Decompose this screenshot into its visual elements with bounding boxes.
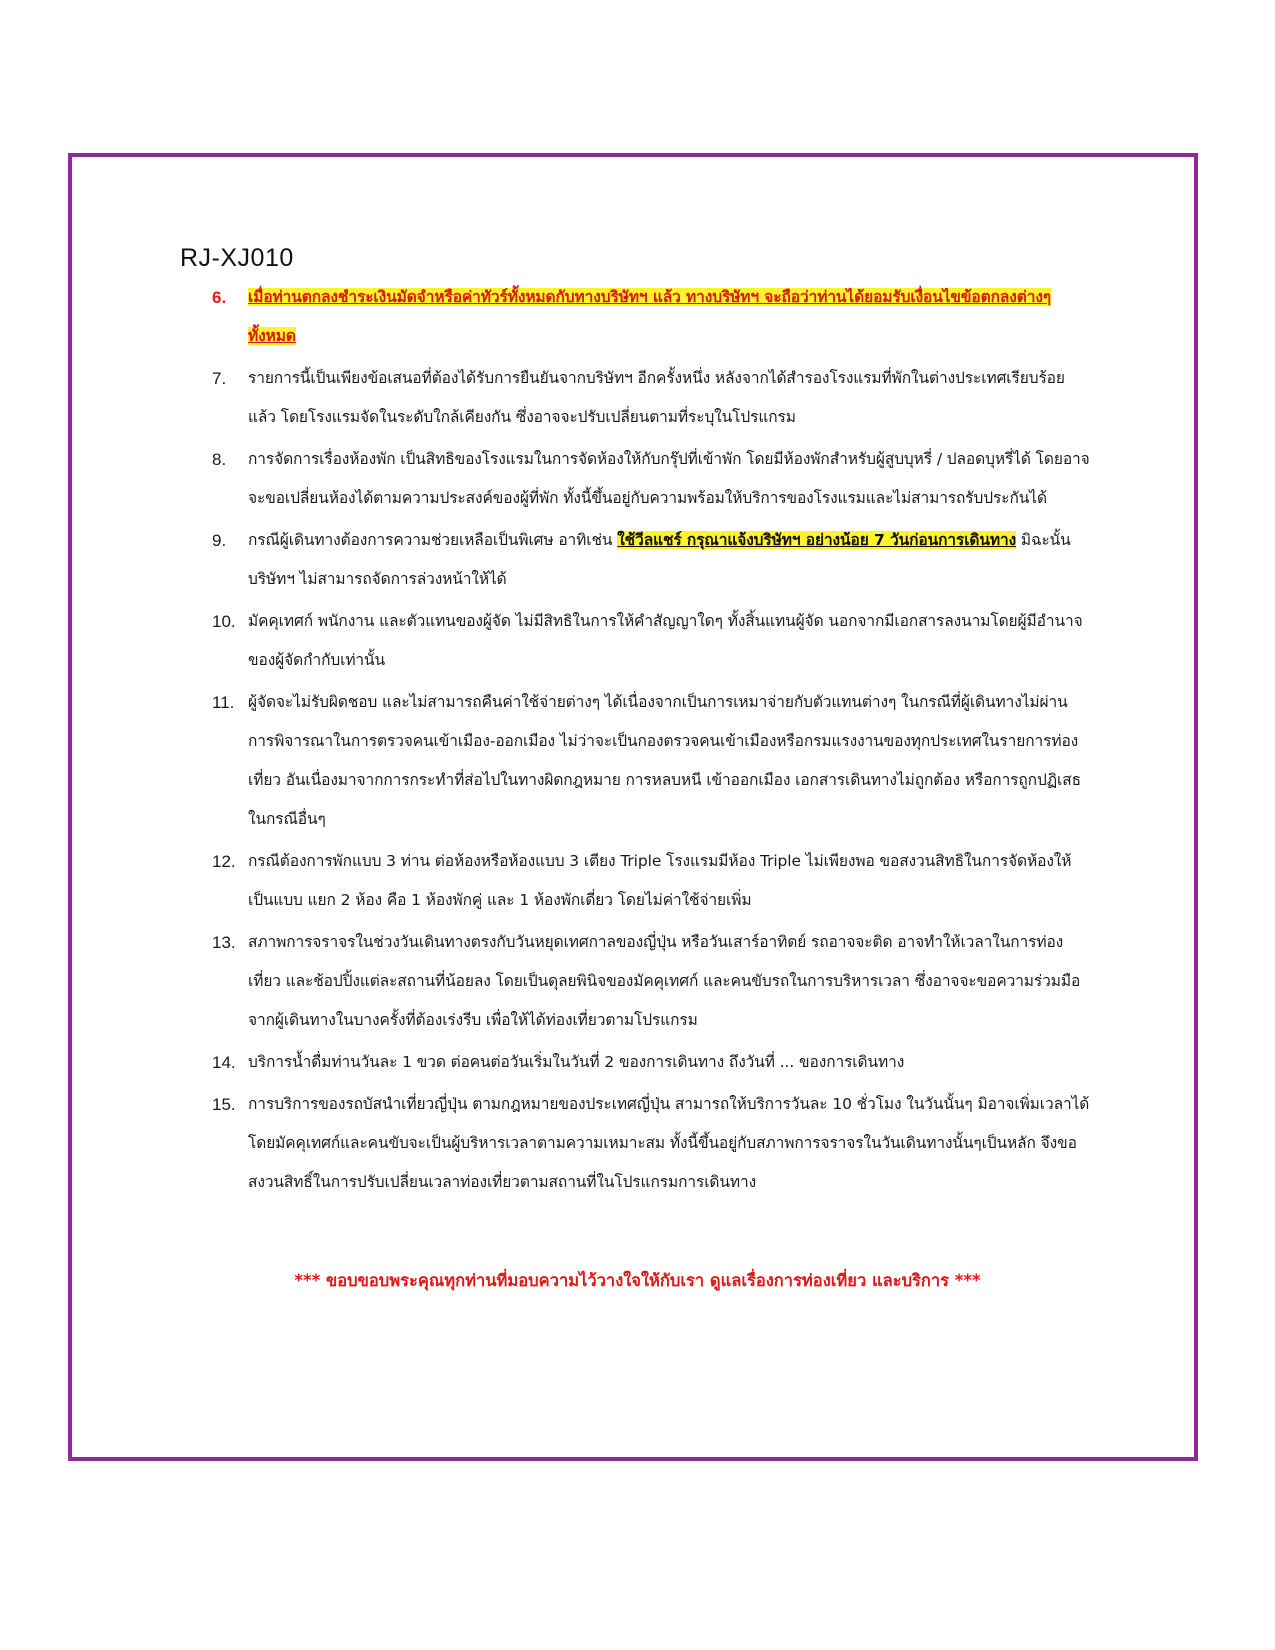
- term-number: 6.: [212, 288, 227, 307]
- term-text: การจัดการเรื่องห้องพัก เป็นสิทธิของโรงแรมในการจัดห้องให้กับกรุ๊ปที่เข้าพัก โดยมีห้องพักสำหรับผู้สูบบุหรี่ / ปลอดบุหรี่ได้ โดยอาจจะขอเปลี่ยนห้องได้ตามความประสงค์ของผู้ที่พัก ทั้งนี้ขึ้นอยู่กับความพร้อมให้บริการของโรงแรมและไม่สามารถรับประกันได้: [248, 450, 1090, 507]
- term-text: รายการนี้เป็นเพียงข้อเสนอที่ต้องได้รับการยืนยันจากบริษัทฯ อีกครั้งหนึ่ง หลังจากได้สำรองโรงแรมที่พักในต่างประเทศเรียบร้อยแล้ว โดยโรงแรมจัดในระดับใกล้เคียงกัน ซึ่งอาจจะปรับเปลี่ยนตามที่ระบุในโปรแกรม: [248, 369, 1065, 426]
- term-text: ผู้จัดจะไม่รับผิดชอบ และไม่สามารถคืนค่าใช้จ่ายต่างๆ ได้เนื่องจากเป็นการเหมาจ่ายกับตัวแทนต่างๆ ในกรณีที่ผู้เดินทางไม่ผ่านการพิจารณาในการตรวจคนเข้าเมือง-ออกเมือง ไม่ว่าจะเป็นกองตรวจคนเข้าเมืองหรือกรมแรงงานของทุกประเทศในรายการท่องเที่ยว อันเนื่องมาจากการกระทำที่ส่อไปในทางผิดกฎหมาย การหลบหนี เข้าออกเมือง เอกสารเดินทางไม่ถูกต้อง หรือการถูกปฏิเสธในกรณีอื่นๆ: [248, 693, 1081, 828]
- term-11: [212, 683, 1092, 839]
- term-15: [212, 1085, 1092, 1202]
- term-number: 9.: [212, 531, 227, 550]
- term-number: 10.: [212, 612, 236, 631]
- term-text: [248, 521, 1092, 599]
- term-13: [212, 923, 1092, 1040]
- closing-message: *** ขอบขอบพระคุณทุกท่านที่มอบความไว้วางใจให้กับเรา ดูแลเรื่องการท่องเที่ยว และบริการ ***: [294, 1271, 981, 1290]
- term-10: [212, 602, 1092, 680]
- term-8: [212, 440, 1092, 518]
- term-highlight: เมื่อท่านตกลงชำระเงินมัดจำหรือค่าทัวร์ทั้งหมดกับทางบริษัทฯ แล้ว ทางบริษัทฯ จะถือว่าท่านได้ยอมรับเงื่อนไขข้อตกลงต่างๆ ทั้งหมด: [248, 288, 1052, 345]
- term-6: [212, 278, 1092, 356]
- term-text: มัคคุเทศก์ พนักงาน และตัวแทนของผู้จัด ไม่มีสิทธิในการให้คำสัญญาใดๆ ทั้งสิ้นแทนผู้จัด นอกจากมีเอกสารลงนามโดยผู้มีอำนาจของผู้จัดกำกับเท่านั้น: [248, 612, 1083, 669]
- term-number: 11.: [212, 693, 235, 712]
- term-number: 14.: [212, 1053, 236, 1072]
- term-text: การบริการของรถบัสนำเที่ยวญี่ปุ่น ตามกฎหมายของประเทศญี่ปุ่น สามารถให้บริการวันละ 10 ชั่วโมง ในวันนั้นๆ มิอาจเพิ่มเวลาได้ โดยมัคคุเทศก์และคนขับจะเป็นผู้บริหารเวลาตามความเหมาะสม ทั้งนี้ขึ้นอยู่กับสภาพการจราจรในวันเดินทางนั้นๆเป็นหลัก จึงขอสงวนสิทธิ์ในการปรับเปลี่ยนเวลาท่องเที่ยวตามสถานที่ในโปรแกรมการเดินทาง: [248, 1095, 1090, 1191]
- term-7: [212, 359, 1092, 437]
- term-highlight: ใช้วีลแชร์ กรุณาแจ้งบริษัทฯ อย่างน้อย 7 วันก่อนการเดินทาง: [617, 531, 1017, 549]
- term-number: 7.: [212, 369, 227, 388]
- term-9: [212, 521, 1092, 599]
- term-number: 12.: [212, 852, 236, 871]
- term-12: [212, 842, 1092, 920]
- term-text: [248, 278, 1092, 356]
- term-text-before: กรณีผู้เดินทางต้องการความช่วยเหลือเป็นพิเศษ อาทิเช่น: [248, 531, 618, 549]
- term-number: 13.: [212, 933, 236, 952]
- term-14: [212, 1043, 1092, 1082]
- term-text: บริการน้ำดื่มท่านวันละ 1 ขวด ต่อคนต่อวันเริ่มในวันที่ 2 ของการเดินทาง ถึงวันที่ ... ของการเดินทาง: [248, 1053, 905, 1071]
- terms-list: [212, 278, 1092, 1205]
- term-number: 8.: [212, 450, 227, 469]
- term-text: กรณีต้องการพักแบบ 3 ท่าน ต่อห้องหรือห้องแบบ 3 เตียง Triple โรงแรมมีห้อง Triple ไม่เพียงพอ ขอสงวนสิทธิในการจัดห้องให้เป็นแบบ แยก 2 ห้อง คือ 1 ห้องพักคู่ และ 1 ห้องพักเดี่ยว โดยไม่ค่าใช้จ่ายเพิ่ม: [248, 852, 1072, 909]
- term-number: 15.: [212, 1095, 236, 1114]
- term-text-after: มิฉะนั้นบริษัทฯ ไม่สามารถจัดการล่วงหน้าให้ได้: [248, 531, 1071, 588]
- document-code: RJ-XJ010: [180, 244, 294, 272]
- term-text: สภาพการจราจรในช่วงวันเดินทางตรงกับวันหยุดเทศกาลของญี่ปุ่น หรือวันเสาร์อาทิตย์ รถอาจจะติด อาจทำให้เวลาในการท่องเที่ยว และช้อปปิ้งแต่ละสถานที่น้อยลง โดยเป็นดุลยพินิจของมัคคุเทศก์ และคนขับรถในการบริหารเวลา ซึ่งอาจจะขอความร่วมมือจากผู้เดินทางในบางครั้งที่ต้องเร่งรีบ เพื่อให้ได้ท่องเที่ยวตามโปรแกรม: [248, 933, 1081, 1029]
